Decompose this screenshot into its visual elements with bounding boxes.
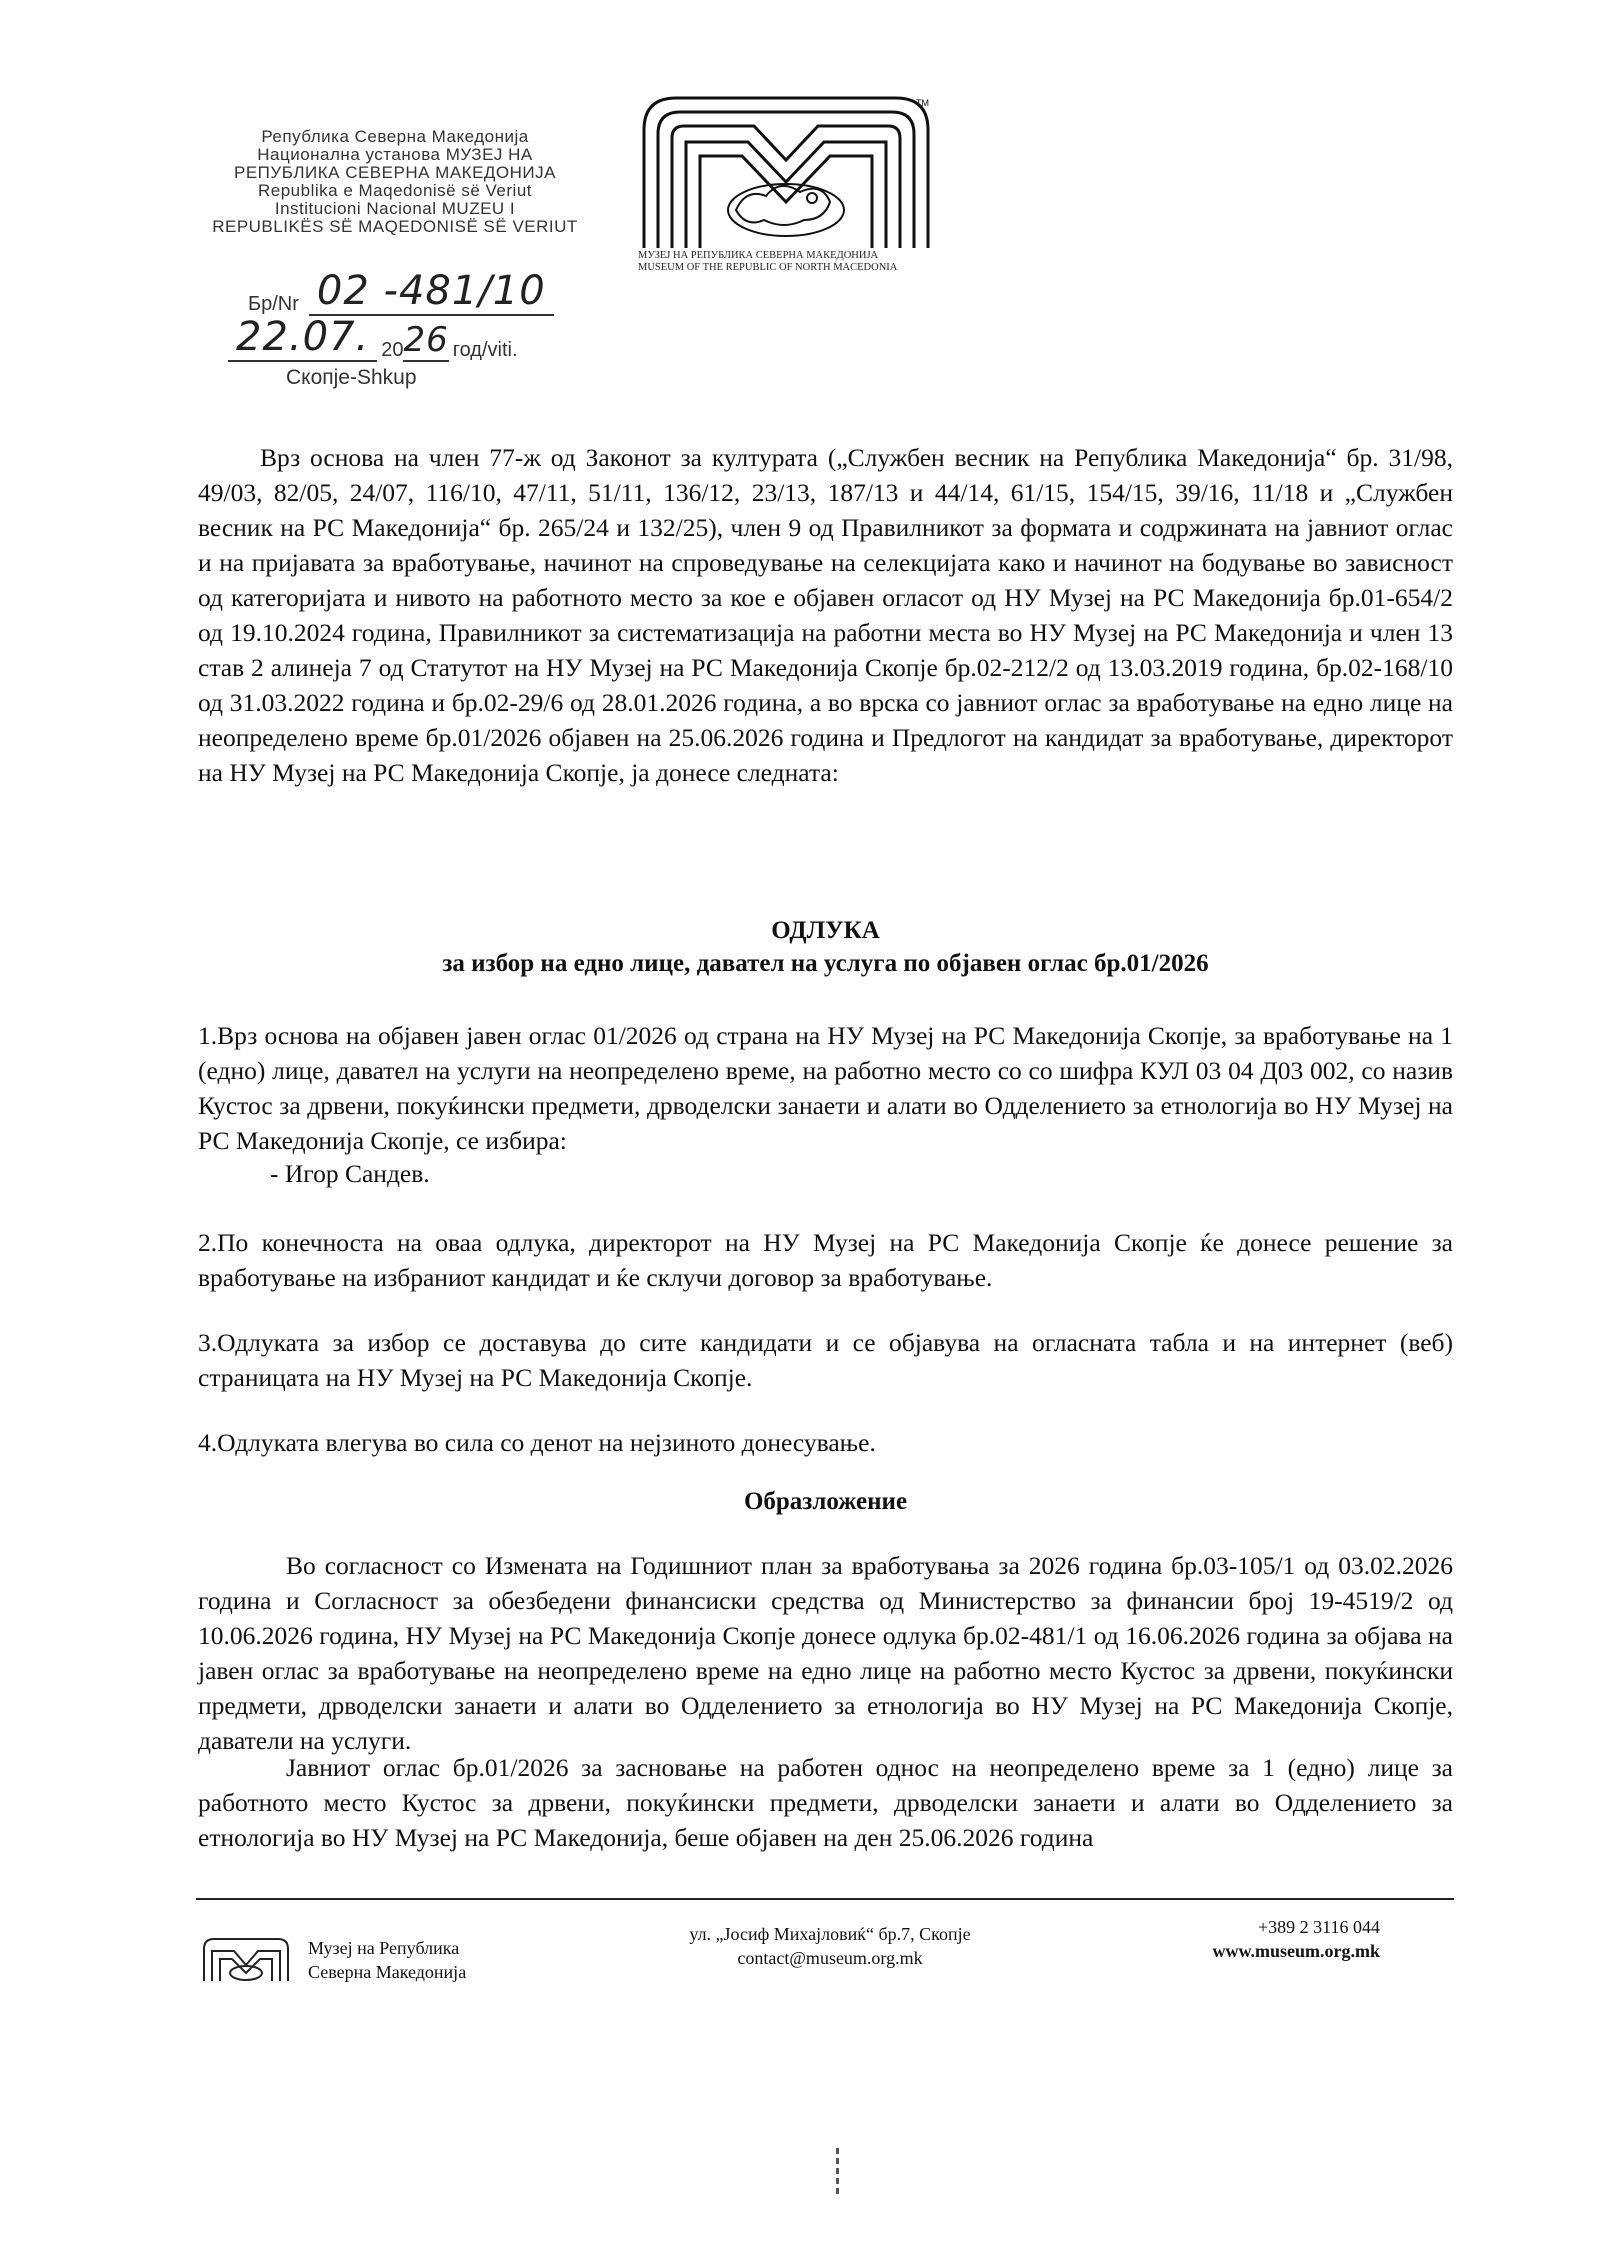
registry-stamp xyxy=(170,128,620,236)
stamp-line: REPUBLIKËS SË MAQEDONISË SË VERIUT xyxy=(212,217,578,236)
stamp-line: Република Северна Македонија xyxy=(261,127,529,146)
footer-website[interactable]: www.museum.org.mk xyxy=(1212,1941,1380,1961)
stamp-date-value: 22.07. xyxy=(228,314,377,362)
stamp-year-label: год/viti. xyxy=(452,339,518,361)
museum-logo-mark xyxy=(636,90,936,250)
stamp-number-row xyxy=(248,270,668,316)
logo-caption-en: MUSEUM OF THE REPUBLIC OF NORTH MACEDONIA xyxy=(638,262,898,273)
stamp-line: Republika e Maqedonisë së Veriut xyxy=(258,181,532,200)
decision-title: ОДЛУКА xyxy=(771,917,880,944)
footer-phone: +389 2 3116 044 xyxy=(1258,1917,1380,1937)
page-fold-mark xyxy=(836,2148,839,2194)
museum-logo xyxy=(636,90,956,274)
stamp-number-value: 02 -481/10 xyxy=(309,268,554,316)
stamp-number-label: Бр/Nr xyxy=(248,293,299,315)
stamp-institution-text xyxy=(170,128,620,236)
footer-divider xyxy=(196,1898,1454,1900)
footer-email[interactable]: contact@museum.org.mk xyxy=(737,1948,923,1968)
footer-logo-icon xyxy=(200,1935,292,1983)
footer-name-line-2: Северна Македонија xyxy=(308,1962,467,1982)
stamp-registration xyxy=(236,268,668,390)
stamp-line: Institucioni Nacional MUZEU I xyxy=(274,199,516,218)
stamp-line: Национална установа МУЗЕЈ НА xyxy=(257,145,533,164)
decision-point-3: 3.Одлуката за избор се доставува до сите кандидати и се објавува на огласната табла и на интернет (веб) страницата на НУ Музеј на РС Македонија Скопје. xyxy=(198,1328,1453,1392)
footer-institution xyxy=(308,1936,466,1984)
logo-tm: TM xyxy=(916,98,929,108)
footer-address: ул. „Јосиф Михајловиќ“ бр.7, Скопје xyxy=(689,1924,971,1944)
stamp-date-row xyxy=(228,316,668,362)
decision-point-4: 4.Одлуката влегува во сила со денот на нејзиното донесување. xyxy=(198,1428,876,1457)
decision-subtitle: за избор на едно лице, давател на услуга по објавен оглас бр.01/2026 xyxy=(442,950,1209,977)
selected-candidate: - Игор Сандев. xyxy=(270,1159,430,1188)
stamp-year-prefix: 20 xyxy=(381,339,404,361)
reasoning-paragraph-1: Во согласност со Измената на Годишниот план за вработувања за 2026 година бр.03-105/1 од 03.02.2026 година и Согласност за обезбедени финансиски средства од Министерство за финансии број 19-4519/2 од 10.06.2026 година, НУ Музеј на РС Македонија Скопје донесе одлука бр.02-481/1 од 16.06.2026 година за објава на јавен оглас за вработување на неопределено време на едно лице на работно место Кустос за дрвени, покуќински предмети, дрводелски занаети и алати во Одделението за етнологија во НУ Музеј на РС Македонија Скопје, даватели на услуги. xyxy=(198,1551,1453,1755)
reasoning-heading: Образложение xyxy=(743,1488,908,1515)
footer-contact-block xyxy=(1130,1915,1380,1963)
decision-point-1: 1.Врз основа на објавен јавен оглас 01/2026 од страна на НУ Музеј на РС Македонија Скопје, за вработување на 1 (едно) лице, давател на услуги на неопределено време, на работно место со со шифра КУЛ 03 04 Д03 002, со назив Кустос за дрвени, покуќински предмети, дрводелски занаети и алати во Одделението за етнологија во НУ Музеј на РС Македонија Скопје, се избира: xyxy=(198,1021,1453,1155)
intro-paragraph: Врз основа на член 77-ж од Законот за културата („Службен весник на Република Македонија“ бр. 31/98, 49/03, 82/05, 24/07, 116/10, 47/11, 51/11, 136/12, 23/13, 187/13 и 44/14, 61/15, 154/15, 39/16, 11/18 и „Службен весник на РС Македонија“ бр. 265/24 и 132/25), член 9 од Правилникот за формата и содржината на јавниот оглас и на пријавата за вработување, начинот на спроведување на селекцијата како и начинот на бодување во зависност од категоријата и нивото на работното место за кое е објавен огласот од НУ Музеј на РС Македонија бр.01-654/2 од 19.10.2024 година, Правилникот за систематизација на работни места во НУ Музеј на РС Македонија и член 13 став 2 алинеја 7 од Статутот на НУ Музеј на РС Македонија Скопје бр.02-212/2 од 13.03.2019 година, бр.02-168/10 од 31.03.2022 година и бр.02-29/6 од 28.01.2026 година, а во врска со јавниот оглас за вработување на едно лице на неопределено време бр.01/2026 објавен на 25.06.2026 година и Предлогот на кандидат за вработување, директорот на НУ Музеј на РС Македонија Скопје, ја донесе следната: xyxy=(198,443,1453,787)
logo-caption-mk: МУЗЕЈ НА РЕПУБЛИКА СЕВЕРНА МАКЕДОНИЈА xyxy=(638,250,879,261)
stamp-year-suffix: 26 xyxy=(403,320,449,360)
stamp-city: Скопје-Shkup xyxy=(286,366,417,389)
decision-point-2: 2.По конечноста на оваа одлука, директорот на НУ Музеј на РС Македонија Скопје ќе донесе решение за вработување на избраниот кандидат и ќе склучи договор за вработување. xyxy=(198,1228,1453,1292)
reasoning-paragraph-2: Јавниот оглас бр.01/2026 за засновање на работен однос на неопределено време за 1 (едно) лице за работното место Кустос за дрвени, покуќински предмети, дрводелски занаети и алати во Одделението за етнологија во НУ Музеј на РС Македонија, беше објавен на ден 25.06.2026 година xyxy=(198,1753,1453,1852)
footer-address-block xyxy=(640,1922,1020,1970)
footer-name-line-1: Музеј на Република xyxy=(308,1938,460,1958)
stamp-line: РЕПУБЛИКА СЕВЕРНА МАКЕДОНИЈА xyxy=(234,163,556,182)
